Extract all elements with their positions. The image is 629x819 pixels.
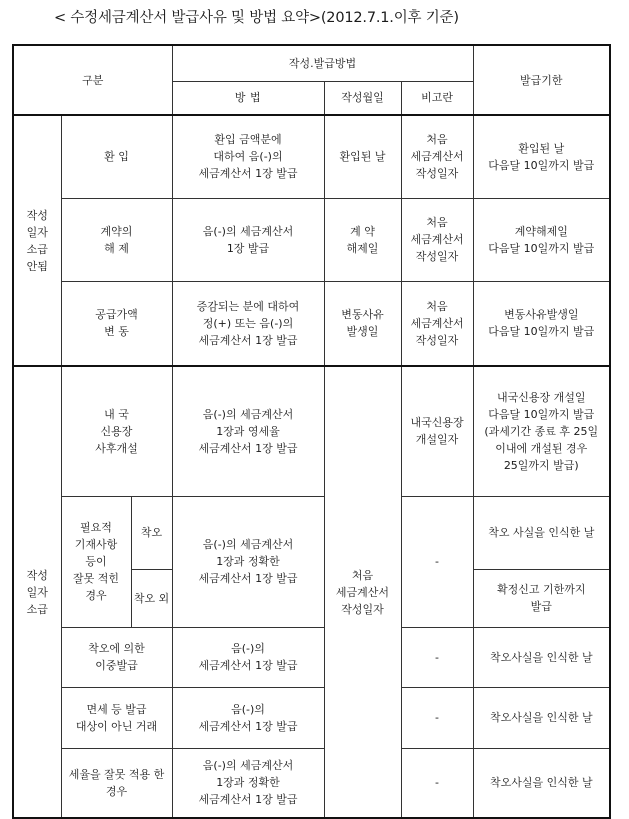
row-price-change-date: 변동사유 발생일 (324, 281, 401, 366)
row-return-deadline: 환입된 날 다음달 10일까지 발급 (473, 115, 610, 198)
header-method: 방 법 (172, 81, 324, 115)
row-dup-remarks: - (401, 627, 473, 687)
row-error-method: 음(-)의 세금계산서 1장과 정확한 세금계산서 1장 발급 (172, 496, 324, 627)
row-dup-method: 음(-)의 세금계산서 1장 발급 (172, 627, 324, 687)
row-cancel-remarks: 처음 세금계산서 작성일자 (401, 198, 473, 281)
header-date: 작성월일 (324, 81, 401, 115)
row-lc-name: 내 국 신용장 사후개설 (61, 366, 172, 496)
group1-label: 작성 일자 소급 안됨 (13, 115, 61, 366)
row-lc-deadline: 내국신용장 개설일 다음달 10일까지 발급 (과세기간 종료 후 25일 이내에 개설된 경우 25일까지 발급) (473, 366, 610, 496)
row-taxrate-deadline: 착오사실을 인식한 날 (473, 748, 610, 818)
summary-table (12, 44, 611, 819)
row-lc-remarks: 내국신용장 개설일자 (401, 366, 473, 496)
row-return-name: 환 입 (61, 115, 172, 198)
row-price-change-remarks: 처음 세금계산서 작성일자 (401, 281, 473, 366)
row-taxrate-remarks: - (401, 748, 473, 818)
row-lc-method: 음(-)의 세금계산서 1장과 영세율 세금계산서 1장 발급 (172, 366, 324, 496)
header-method-group: 작성.발급방법 (172, 45, 473, 81)
header-deadline: 발급기한 (473, 45, 610, 115)
row-exempt-name: 면세 등 발급 대상이 아닌 거래 (61, 687, 172, 748)
row-error-remarks: - (401, 496, 473, 627)
row-dup-deadline: 착오사실을 인식한 날 (473, 627, 610, 687)
row-cancel-name: 계약의 해 제 (61, 198, 172, 281)
row-return-date: 환입된 날 (324, 115, 401, 198)
group2-date: 처음 세금계산서 작성일자 (324, 366, 401, 818)
page-title: < 수정세금계산서 발급사유 및 방법 요약>(2012.7.1.이후 기준) (54, 10, 459, 26)
row-price-change-method: 증감되는 분에 대하여 정(+) 또는 음(-)의 세금계산서 1장 발급 (172, 281, 324, 366)
row-error-sub2: 착오 외 (131, 569, 172, 627)
row-price-change-deadline: 변동사유발생일 다음달 10일까지 발급 (473, 281, 610, 366)
row-cancel-method: 음(-)의 세금계산서 1장 발급 (172, 198, 324, 281)
row-error-sub1: 착오 (131, 496, 172, 569)
row-cancel-deadline: 계약해제일 다음달 10일까지 발급 (473, 198, 610, 281)
header-remarks: 비고란 (401, 81, 473, 115)
row-dup-name: 착오에 의한 이중발급 (61, 627, 172, 687)
row-taxrate-name: 세율을 잘못 적용 한 경우 (61, 748, 172, 818)
row-exempt-method: 음(-)의 세금계산서 1장 발급 (172, 687, 324, 748)
header-category: 구분 (13, 45, 172, 115)
row-exempt-deadline: 착오사실을 인식한 날 (473, 687, 610, 748)
row-exempt-remarks: - (401, 687, 473, 748)
row-error-deadline2: 확정신고 기한까지 발급 (473, 569, 610, 627)
row-error-name: 필요적 기재사항 등이 잘못 적힌 경우 (61, 496, 131, 627)
row-cancel-date: 계 약 해제일 (324, 198, 401, 281)
row-price-change-name: 공급가액 변 동 (61, 281, 172, 366)
row-return-method: 환입 금액분에 대하여 음(-)의 세금계산서 1장 발급 (172, 115, 324, 198)
row-taxrate-method: 음(-)의 세금계산서 1장과 정확한 세금계산서 1장 발급 (172, 748, 324, 818)
row-error-deadline1: 착오 사실을 인식한 날 (473, 496, 610, 569)
group2-label: 작성 일자 소급 (13, 366, 61, 818)
row-return-remarks: 처음 세금계산서 작성일자 (401, 115, 473, 198)
